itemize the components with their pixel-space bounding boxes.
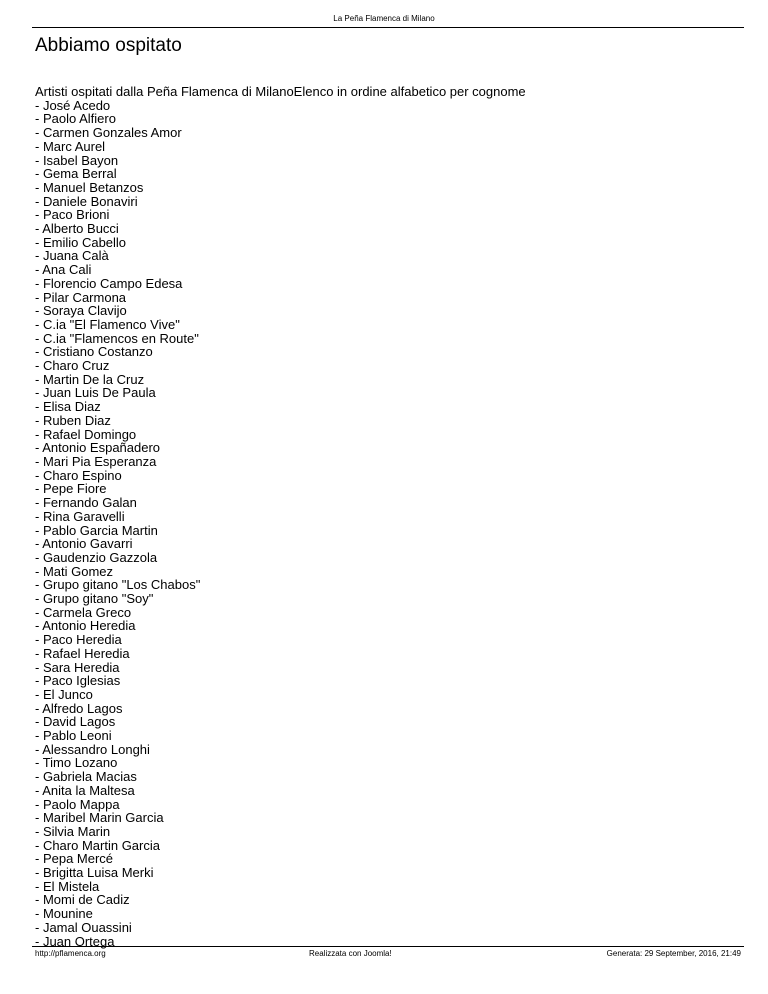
artist-list-item: - Daniele Bonaviri [35, 193, 138, 209]
artist-list-item: - Fernando Galan [35, 495, 137, 511]
artist-list-item: - Momi de Cadiz [35, 892, 130, 908]
artist-list-item: - Rina Garavelli [35, 508, 125, 524]
artist-list-item: - Paco Iglesias [35, 673, 121, 689]
footer-divider [32, 946, 744, 947]
artist-list-item: - Marc Aurel [35, 138, 106, 154]
artist-list [35, 99, 735, 949]
artist-list-item: - Isabel Bayon [35, 152, 119, 168]
artist-list-item: - C.ia "El Flamenco Vive" [35, 316, 180, 332]
artist-list-item: - Juan Ortega [35, 933, 115, 949]
artist-list-item: - Alberto Bucci [35, 221, 119, 237]
artist-list-item: - Maribel Marin Garcia [35, 810, 164, 826]
artist-list-item: - Juana Calà [35, 248, 109, 264]
artist-list-item: - Brigitta Luisa Merki [35, 865, 154, 881]
artist-list-item: - Carmen Gonzales Amor [35, 125, 182, 141]
artist-list-item: - Pilar Carmona [35, 289, 127, 305]
header-divider [32, 27, 744, 28]
artist-list-item: - Ruben Diaz [35, 412, 111, 428]
artist-list-item: - Anita la Maltesa [35, 782, 135, 798]
artist-list-item: - C.ia "Flamencos en Route" [35, 330, 199, 346]
artist-list-item: - Alessandro Longhi [35, 741, 150, 757]
artist-list-item: - Emilio Cabello [35, 234, 127, 250]
artist-list-item: - Gema Berral [35, 166, 117, 182]
artist-list-item: - Mati Gomez [35, 563, 114, 579]
artist-list-item: - Charo Cruz [35, 358, 110, 374]
artist-list-item: - Gabriela Macias [35, 769, 137, 785]
artist-list-item: - Antonio Españadero [35, 440, 161, 456]
artist-list-item: - Grupo gitano "Soy" [35, 591, 154, 607]
artist-list-item: - Jamal Ouassini [35, 919, 132, 935]
artist-list-item: - Juan Luis De Paula [35, 385, 156, 401]
artist-list-item: - Mounine [35, 906, 93, 922]
footer-generated-date: Generata: 29 September, 2016, 21:49 [606, 949, 741, 958]
artist-list-item: - Antonio Heredia [35, 618, 136, 634]
artist-list-item: - El Junco [35, 686, 93, 702]
article-body [35, 85, 735, 948]
artist-list-item: - Antonio Gavarri [35, 536, 133, 552]
artist-list-item: - Charo Martin Garcia [35, 837, 160, 853]
intro-text: Artisti ospitati dalla Peña Flamenca di MilanoElenco in ordine alfabetico per cognome [35, 84, 526, 99]
artist-list-item: - Martin De la Cruz [35, 371, 145, 387]
footer-url[interactable]: http://pflamenca.org [35, 949, 106, 958]
artist-list-item: - Paco Heredia [35, 632, 122, 648]
artist-list-item: - David Lagos [35, 714, 116, 730]
artist-list-item: - Paolo Mappa [35, 796, 120, 812]
artist-list-item: - Alfredo Lagos [35, 700, 123, 716]
artist-list-item: - Gaudenzio Gazzola [35, 549, 158, 565]
artist-list-item: - José Acedo [35, 97, 111, 113]
artist-list-item: - Rafael Domingo [35, 426, 137, 442]
artist-list-item: - Soraya Clavijo [35, 303, 127, 319]
artist-list-item: - Pablo Garcia Martin [35, 522, 158, 538]
artist-list-item: - Pablo Leoni [35, 728, 112, 744]
artist-list-item: - Grupo gitano "Los Chabos" [35, 577, 201, 593]
artist-list-item: - Elisa Diaz [35, 399, 101, 415]
footer-credit: Realizzata con Joomla! [309, 949, 392, 958]
artist-list-item: - Carmela Greco [35, 604, 132, 620]
artist-list-item: - Mari Pia Esperanza [35, 453, 157, 469]
artist-list-item: - Silvia Marin [35, 823, 111, 839]
artist-list-item: - Timo Lozano [35, 755, 118, 771]
artist-list-item: - Paco Brioni [35, 207, 110, 223]
page-footer [35, 949, 741, 959]
article-title: Abbiamo ospitato [35, 35, 182, 56]
artist-list-item: - Manuel Betanzos [35, 179, 144, 195]
artist-list-item: - Sara Heredia [35, 659, 120, 675]
artist-list-item: - Florencio Campo Edesa [35, 275, 183, 291]
artist-list-item: - Paolo Alfiero [35, 111, 116, 127]
artist-list-item: - Rafael Heredia [35, 645, 130, 661]
artist-list-item: - Pepe Fiore [35, 481, 107, 497]
artist-list-item: - Cristiano Costanzo [35, 344, 153, 360]
artist-list-item: - Ana Cali [35, 262, 92, 278]
artist-list-item: - Pepa Mercé [35, 851, 114, 867]
artist-list-item: - Charo Espino [35, 467, 122, 483]
artist-list-item: - El Mistela [35, 878, 100, 894]
page-header: La Peña Flamenca di Milano [333, 14, 435, 23]
